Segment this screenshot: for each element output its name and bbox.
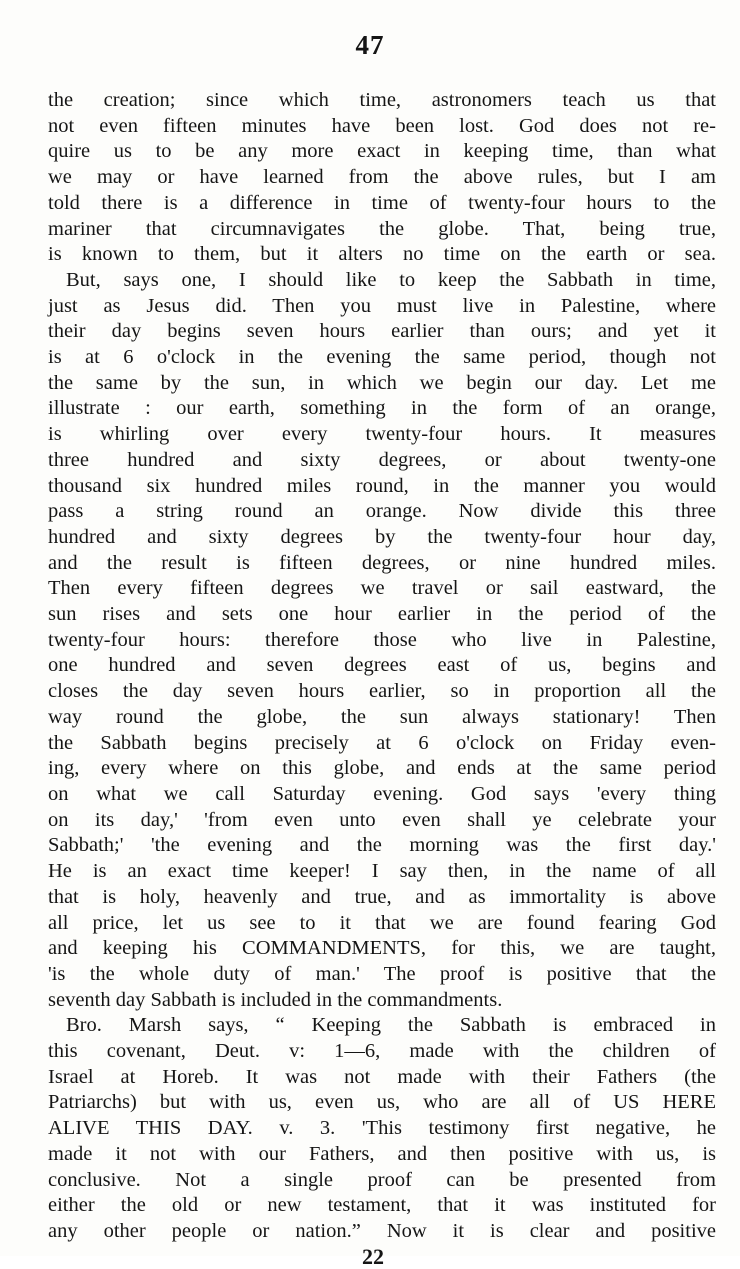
text-line: and keeping his COMMANDMENTS, for this, we are taught, bbox=[48, 937, 716, 960]
text-line: we may or have learned from the above rules, but I am bbox=[48, 166, 716, 189]
text-line: Bro. Marsh says, “ Keeping the Sabbath is embraced in bbox=[66, 1014, 716, 1037]
text-line: the Sabbath begins precisely at 6 o'clock on Friday even- bbox=[48, 731, 716, 754]
text-line: is known to them, but it alters no time on the earth or sea. bbox=[48, 243, 716, 266]
text-line: ALIVE THIS DAY. v. 3. 'This testimony first negative, he bbox=[48, 1117, 716, 1140]
text-line: illustrate : our earth, something in the form of an orange, bbox=[48, 397, 716, 420]
text-line: not even fifteen minutes have been lost. God does not re- bbox=[48, 114, 716, 137]
text-line: is at 6 o'clock in the evening the same period, though not bbox=[48, 346, 716, 369]
text-line: that is holy, heavenly and true, and as immortality is above bbox=[48, 885, 716, 908]
text-line: one hundred and seven degrees east of us, begins and bbox=[48, 654, 716, 677]
text-line: told there is a difference in time of twenty-four hours to the bbox=[48, 191, 716, 214]
text-line: the same by the sun, in which we begin our day. Let me bbox=[48, 371, 716, 394]
text-line: any other people or nation.” Now it is clear and positive bbox=[48, 1219, 716, 1242]
text-line: 'is the whole duty of man.' The proof is positive that the bbox=[48, 962, 716, 985]
signature-mark: 22 bbox=[362, 1244, 384, 1269]
text-line: Patriarchs) but with us, even us, who are all of US HERE bbox=[48, 1091, 716, 1114]
text-line: on its day,' 'from even unto even shall ye celebrate your bbox=[48, 808, 716, 831]
text-line: is whirling over every twenty-four hours. It measures bbox=[48, 423, 716, 446]
text-line: three hundred and sixty degrees, or about twenty-one bbox=[48, 448, 716, 471]
text-line: either the old or new testament, that it was instituted for bbox=[48, 1194, 716, 1217]
text-line: seventh day Sabbath is included in the commandments. bbox=[48, 988, 503, 1011]
text-line: and the result is fifteen degrees, or nine hundred miles. bbox=[48, 551, 716, 574]
text-line: closes the day seven hours earlier, so in proportion all the bbox=[48, 680, 716, 703]
text-line: But, says one, I should like to keep the Sabbath in time, bbox=[66, 268, 716, 291]
text-line: this covenant, Deut. v: 1—6, made with the children of bbox=[48, 1040, 716, 1063]
text-line: all price, let us see to it that we are found fearing God bbox=[48, 911, 716, 934]
text-line: pass a string round an orange. Now divide this three bbox=[48, 500, 716, 523]
text-line: their day begins seven hours earlier than ours; and yet it bbox=[48, 320, 716, 343]
text-line: just as Jesus did. Then you must live in Palestine, where bbox=[48, 294, 716, 317]
text-line: thousand six hundred miles round, in the manner you would bbox=[48, 474, 716, 497]
text-line: He is an exact time keeper! I say then, in the name of all bbox=[48, 860, 716, 883]
text-line: quire us to be any more exact in keeping time, than what bbox=[48, 140, 716, 163]
text-line: the creation; since which time, astronomers teach us that bbox=[48, 89, 716, 111]
text-line: sun rises and sets one hour earlier in the period of the bbox=[48, 603, 716, 626]
text-line: on what we call Saturday evening. God says 'every thing bbox=[48, 782, 716, 805]
text-line: Then every fifteen degrees we travel or sail eastward, the bbox=[48, 577, 716, 600]
text-line: hundred and sixty degrees by the twenty-four hour day, bbox=[48, 525, 716, 548]
page-number: 47 bbox=[355, 30, 385, 60]
text-line: Israel at Horeb. It was not made with their Fathers (the bbox=[48, 1065, 716, 1088]
body-text bbox=[48, 88, 716, 1245]
text-line: way round the globe, the sun always stationary! Then bbox=[48, 705, 716, 728]
text-line: ing, every where on this globe, and ends at the same period bbox=[48, 757, 716, 780]
text-line: made it not with our Fathers, and then positive with us, is bbox=[48, 1142, 716, 1165]
text-line: twenty-four hours: therefore those who live in Palestine, bbox=[48, 628, 716, 651]
text-line: Sabbath;' 'the evening and the morning was the first day.' bbox=[48, 834, 716, 857]
text-line: conclusive. Not a single proof can be presented from bbox=[48, 1168, 716, 1191]
text-line: mariner that circumnavigates the globe. That, being true, bbox=[48, 217, 716, 240]
